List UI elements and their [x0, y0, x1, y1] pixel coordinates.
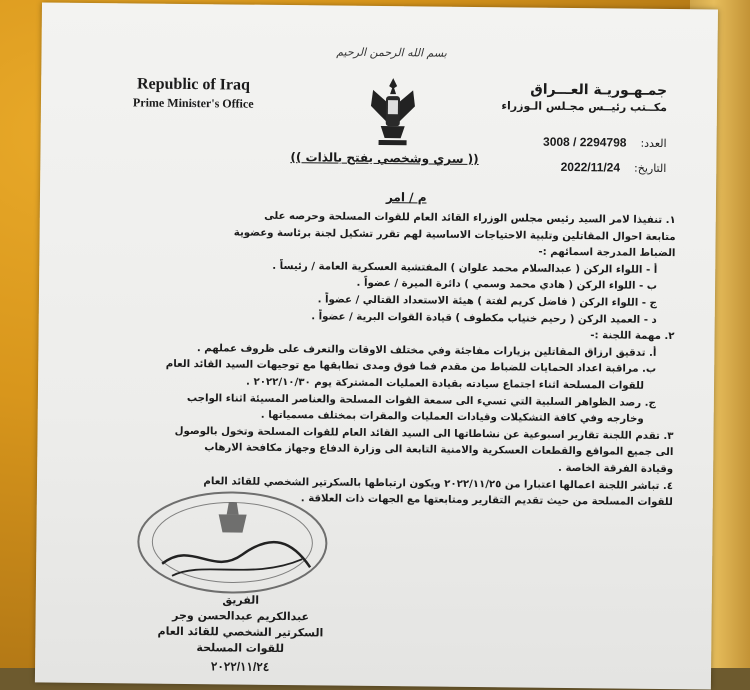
signature-block [155, 592, 326, 676]
number-label: العدد: [640, 136, 667, 151]
classification-label: (( سري وشخصي يفتح بالذات )) [290, 150, 479, 167]
number-value: 2294798 / 3008 [542, 134, 627, 150]
country-name-en: Republic of Iraq [136, 75, 251, 94]
signatory-title: السكرتير الشخصي للقائد العام [157, 624, 324, 640]
official-stamp-icon [132, 479, 333, 601]
body-line: للقوات المسلحة اثناء اجتماع سيادته بقيادة العمليات المشتركة يوم ٢٠٢٢/١٠/٣٠ . [246, 376, 645, 392]
signatory-name: عبدالكريم عبدالحسن وجر [172, 608, 310, 624]
body-line: الى جميع المواقع والقطعات العسكرية والامنية التابعة الى وزارة الدفاع وجهاز مكافحة الارهاب [204, 442, 674, 459]
signatory-rank: الفريق [222, 593, 260, 607]
country-name-ar: جمـهـوريـة العـــراق [530, 81, 668, 100]
body-line: وخارجه وفي كافة التشكيلات وقيادات العمليات والمقرات بمختلف مسمياتها . [260, 409, 644, 425]
body-line: أ. تدقيق ارزاق المقاتلين بزيارات مفاجئة وفي مختلف الاوقات والتعرف على ظروف عملهم . [196, 342, 657, 359]
body-line: ج. رصد الظواهر السلبية التي تسيء الى سمعة القوات المسلحة والعناصر المسيئة اثناء الواجب [186, 392, 656, 409]
body-line: ب. مراقبة اعداد الحمايات للضباط من مقدم فما فوق ومدى تطابقها مع توجيهات السيد القائد العام [165, 359, 657, 376]
office-name-ar: مكــتب رئيــس مجـلس الـوزراء [501, 99, 668, 115]
body-line: ٣. تقدم اللجنة تقارير اسبوعية عن نشاطاتها الى السيد القائد العام للقوات المسلحة وتخول بالوصول [174, 425, 674, 442]
document-page [35, 2, 718, 689]
signatory-title-2: للقوات المسلحة [196, 641, 285, 656]
body-line: ١. تنفيذا لامر السيد رئيس مجلس الوزراء القائد العام للقوات المسلحة وحرصه على [264, 210, 676, 227]
body-line: أ - اللواء الركن ( عبدالسلام محمد علوان ) المفتشية العسكرية العامة / رئيساً . [272, 260, 658, 276]
body-line: وقيادة الفرقة الخاصة . [558, 462, 674, 476]
date-label: التاريخ: [633, 161, 667, 176]
body-line: للقوات المسلحة من حيث تقديم التقارير ومتابعتها مع الجهات ذات العلاقة . [300, 493, 673, 509]
arabic-letterhead [501, 81, 667, 114]
date-value: 2022/11/24 [560, 159, 621, 175]
eagle-emblem-icon [362, 72, 423, 153]
body-line: الضباط المدرجة اسمائهم :- [538, 246, 676, 260]
reference-block [543, 130, 667, 181]
signature-date: ٢٠٢٢/١١/٢٤ [210, 659, 270, 674]
body-line: ب - اللواء الركن ( هادي محمد وسمي ) دائرة الميرة / عضواً . [356, 278, 658, 293]
body-line: ج - اللواء الركن ( فاضل كريم لفتة ) هيئة الاستعداد القتالي / عضواً . [317, 294, 657, 309]
body-line: متابعة احوال المقاتلين وتلبية الاحتياجات الاساسية لهم تقرر تشكيل لجنة برئاسة وعضوية [233, 227, 676, 243]
body-line: د - العميد الركن ( رحيم خنياب مكطوف ) قيادة القوات البرية / عضواً . [311, 310, 657, 326]
body-line: ٢. مهمة اللجنة :- [590, 330, 675, 343]
body-line: ٤. تباشر اللجنة اعمالها اعتبارا من ٢٠٢٢/١١/٢٥ ويكون ارتباطها بالسكرتير الشخصي للقائد العام [203, 475, 674, 492]
english-letterhead [133, 75, 254, 111]
basmala: بسم الله الرحمن الرحيم [336, 45, 447, 60]
office-name-en: Prime Minister's Office [132, 95, 254, 111]
document-body [59, 207, 676, 512]
subject-line: م / امر [385, 190, 427, 205]
